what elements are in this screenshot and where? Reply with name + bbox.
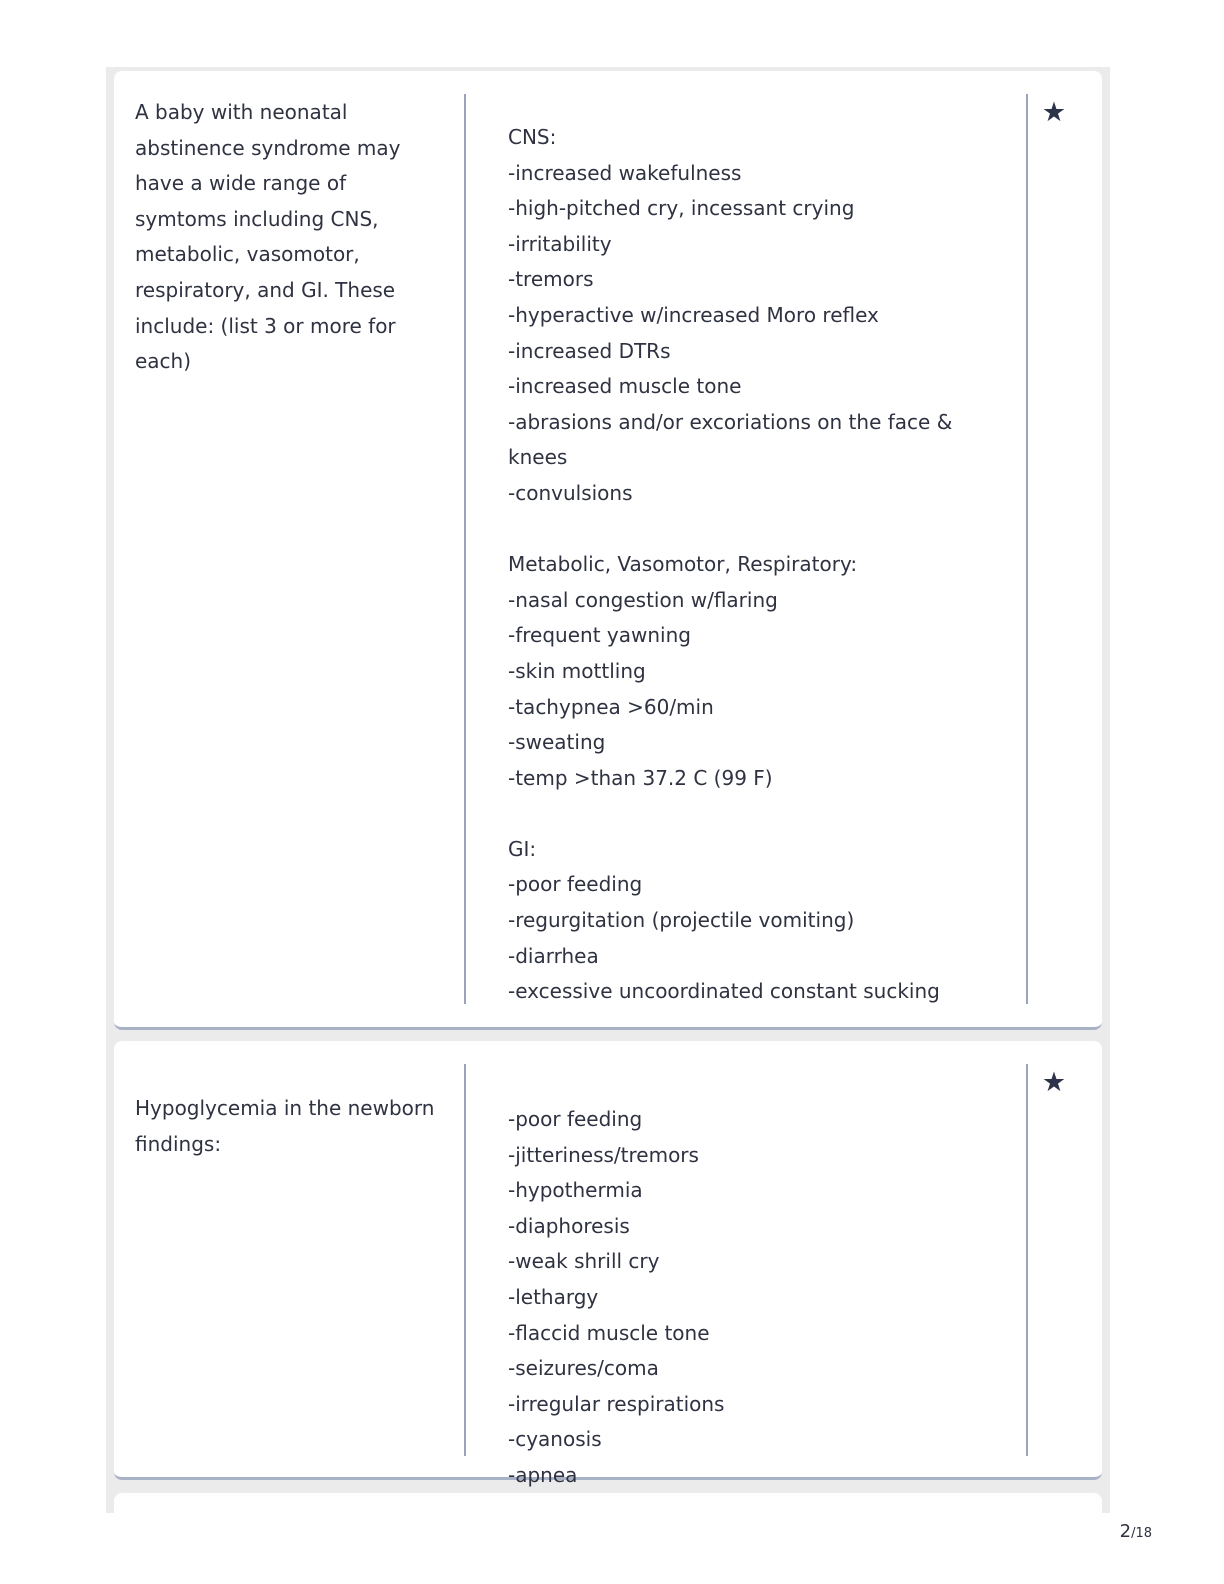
- definition-spacer: [508, 796, 988, 832]
- definition-line: -increased DTRs: [508, 338, 671, 363]
- page-current: 2: [1119, 1521, 1132, 1542]
- definition-line: -tachypnea >60/min: [508, 694, 714, 719]
- definition-line: -increased wakefulness: [508, 160, 742, 185]
- flashcard: [114, 1041, 1102, 1487]
- definition-line: -tremors: [508, 267, 594, 292]
- flashcard: [114, 71, 1102, 1030]
- definition-star-divider: [1026, 1064, 1028, 1456]
- definition-line: -seizures/coma: [508, 1356, 659, 1381]
- definition-line: -regurgitation (projectile vomiting): [508, 908, 855, 933]
- star-icon[interactable]: ★: [1041, 1067, 1067, 1098]
- definition-line: -excessive uncoordinated constant sucking: [508, 979, 940, 1004]
- definition-line: -hypothermia: [508, 1178, 643, 1203]
- definition-line: -diarrhea: [508, 943, 599, 968]
- star-icon[interactable]: ★: [1041, 97, 1067, 128]
- definition-line: -irritability: [508, 231, 612, 256]
- flashcard-term: A baby with neonatal abstinence syndrome may have a wide range of symtoms including CNS, metabolic, vasomotor, respiratory, and GI. These include: (list 3 or more for each): [135, 100, 401, 374]
- definition-line: -high-pitched cry, incessant crying: [508, 196, 855, 221]
- flashcard-list: [106, 67, 1110, 1513]
- definition-line: -weak shrill cry: [508, 1249, 660, 1274]
- term-definition-divider: [464, 1064, 466, 1456]
- page-total: /18: [1131, 1526, 1152, 1541]
- definition-line: -hyperactive w/increased Moro reflex: [508, 302, 879, 327]
- definition-line: -increased muscle tone: [508, 374, 742, 399]
- definition-line: -flaccid muscle tone: [508, 1320, 710, 1345]
- definition-line: -diaphoresis: [508, 1213, 630, 1238]
- definition-line: Metabolic, Vasomotor, Respiratory:: [508, 552, 858, 577]
- definition-line: knees: [508, 445, 568, 470]
- definition-line: -convulsions: [508, 480, 633, 505]
- definition-spacer: [508, 512, 988, 548]
- page-number: [1120, 1521, 1152, 1542]
- definition-star-divider: [1026, 94, 1028, 1004]
- definition-line: -irregular respirations: [508, 1391, 725, 1416]
- definition-line: -frequent yawning: [508, 623, 691, 648]
- definition-line: -skin mottling: [508, 658, 646, 683]
- definition-line: CNS:: [508, 125, 557, 149]
- definition-line: -temp >than 37.2 C (99 F): [508, 765, 773, 790]
- definition-line: -lethargy: [508, 1284, 599, 1309]
- definition-line: -sweating: [508, 730, 606, 755]
- flashcard-definition: [508, 120, 988, 1010]
- definition-line: -abrasions and/or excoriations on the face &: [508, 409, 953, 434]
- definition-line: -cyanosis: [508, 1427, 602, 1452]
- definition-line: -jitteriness/tremors: [508, 1142, 699, 1167]
- definition-line: -nasal congestion w/flaring: [508, 587, 778, 612]
- flashcard: [114, 1493, 1102, 1513]
- flashcard-term: Hypoglycemia in the newborn findings:: [135, 1096, 435, 1156]
- flashcard-definition: [508, 1102, 988, 1494]
- definition-line: -apnea: [508, 1462, 578, 1487]
- definition-line: -poor feeding: [508, 1107, 643, 1131]
- definition-line: GI:: [508, 836, 537, 861]
- definition-line: -poor feeding: [508, 872, 643, 897]
- term-definition-divider: [464, 94, 466, 1004]
